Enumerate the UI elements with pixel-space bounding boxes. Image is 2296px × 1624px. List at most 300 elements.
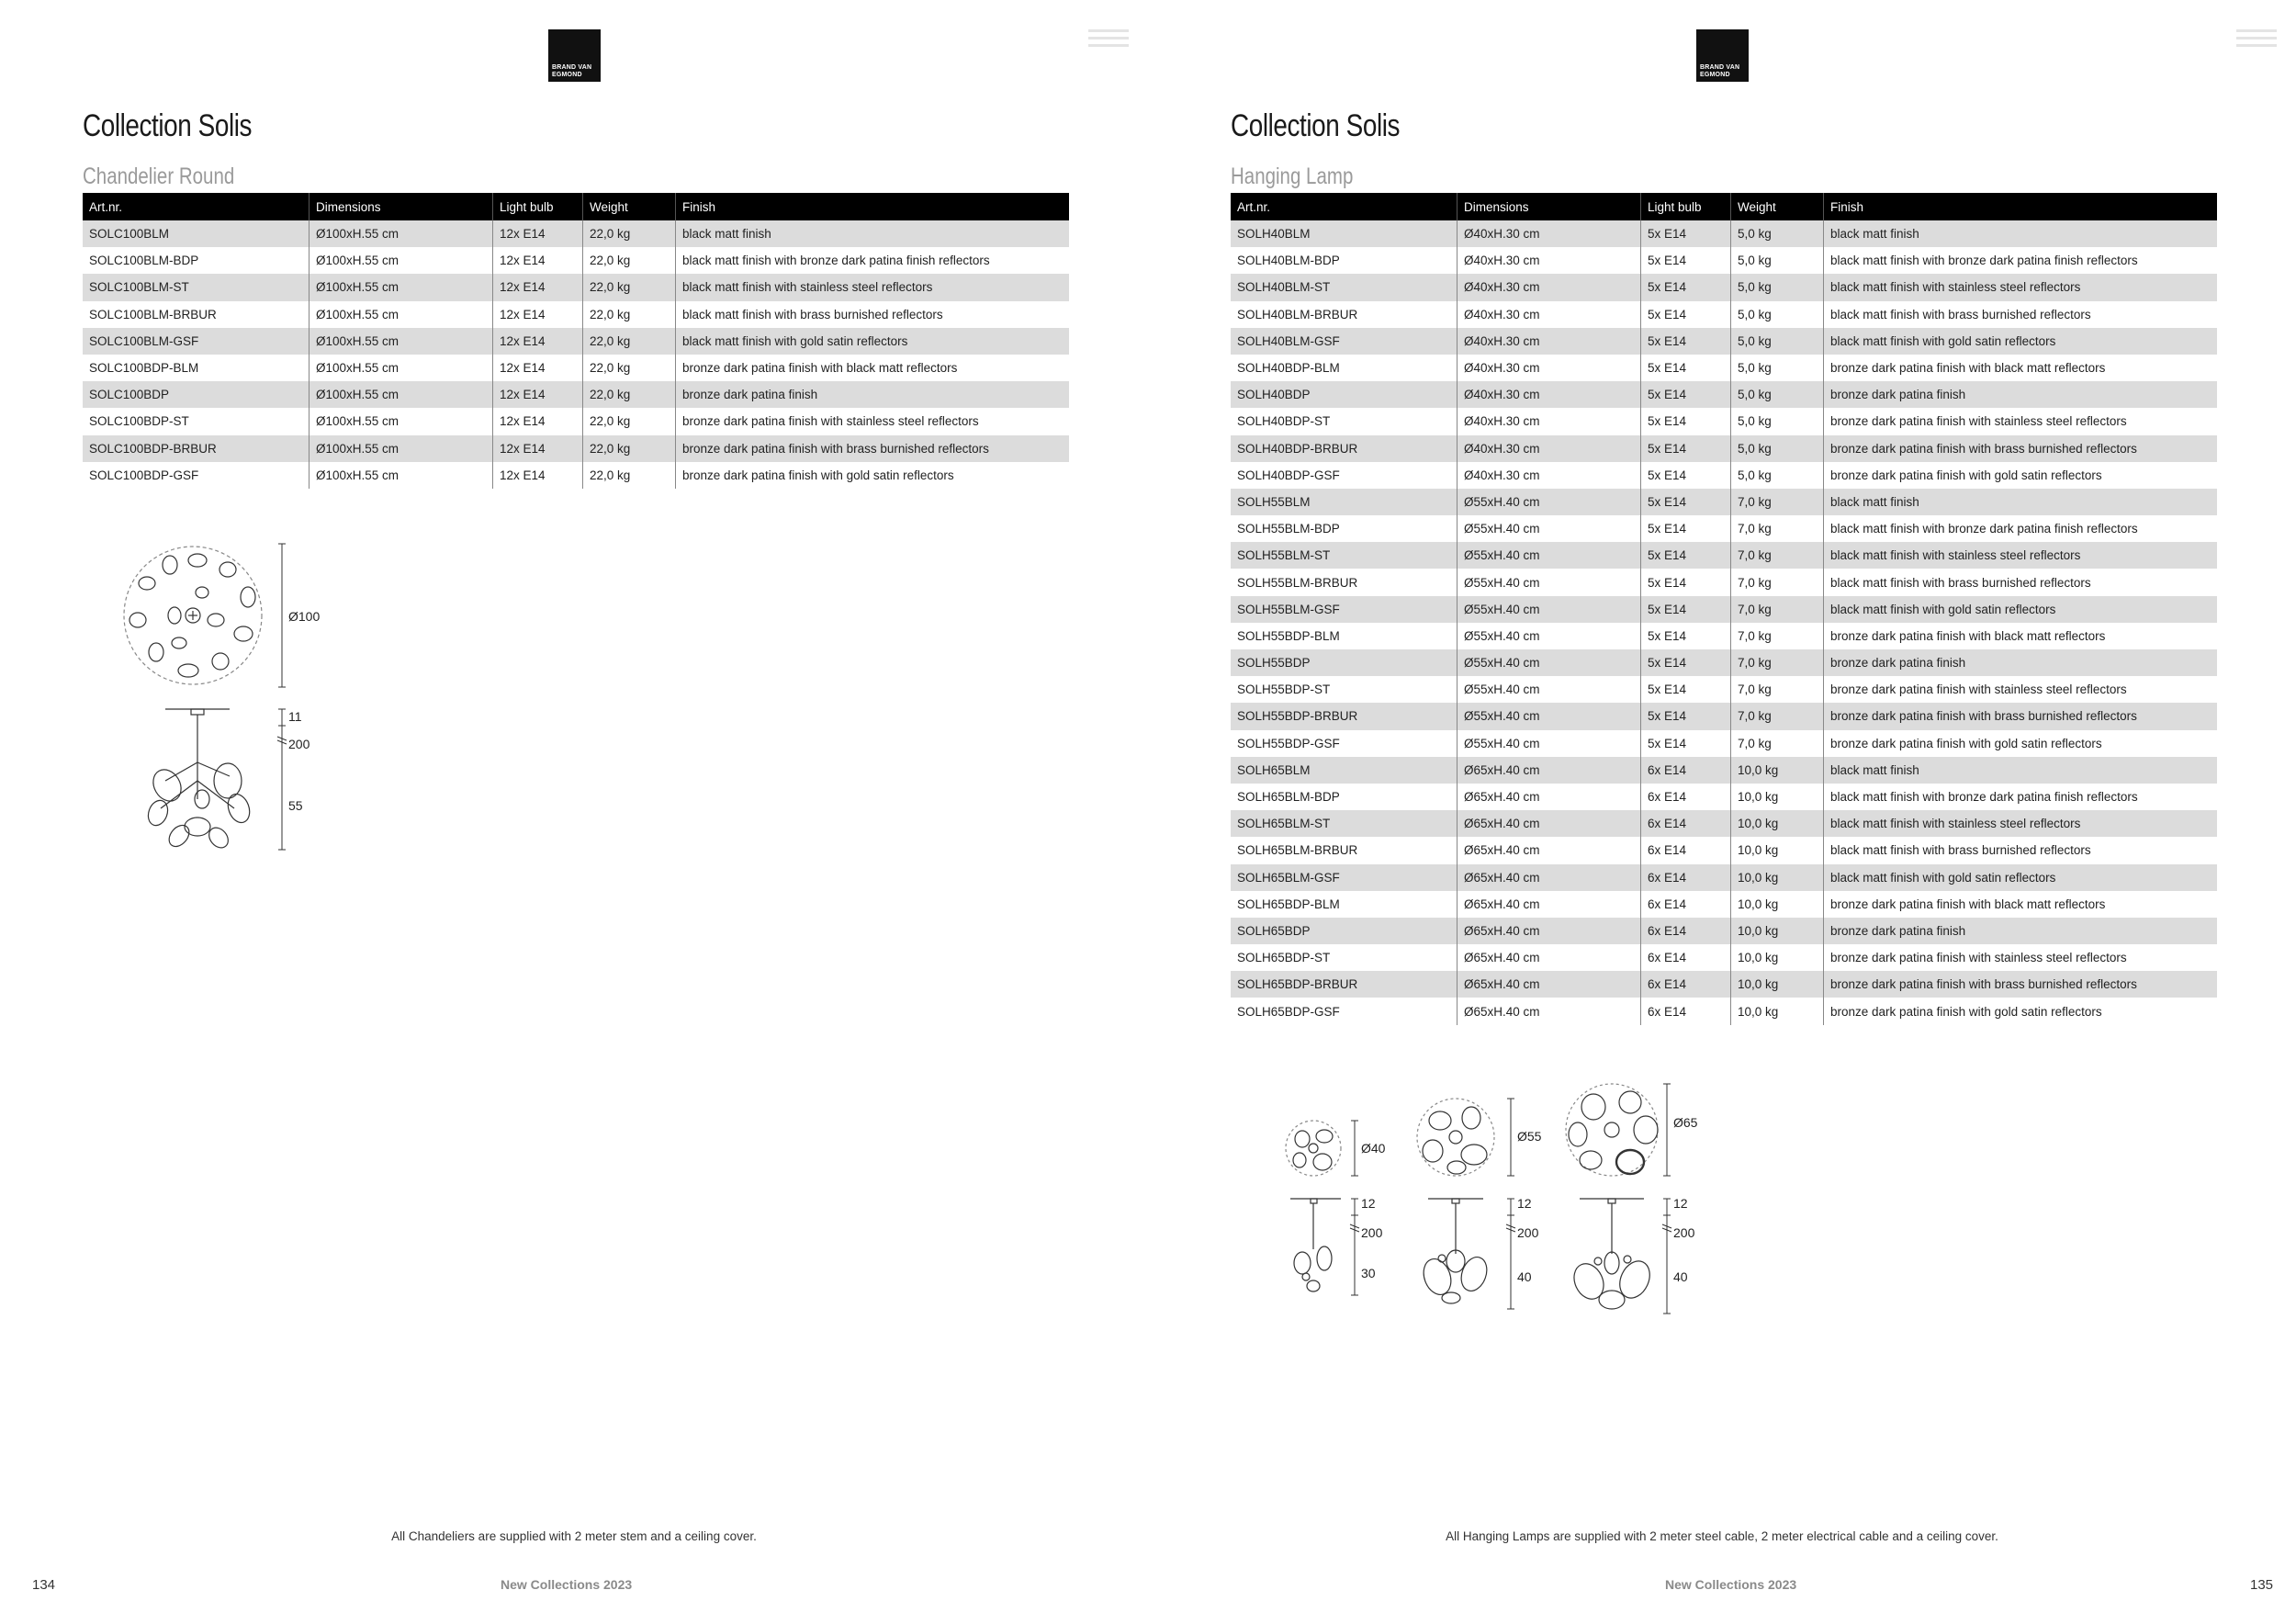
cell-light-bulb: 5x E14 [1641,649,1731,676]
label-cable-55: 200 [1517,1225,1539,1240]
cell-dimensions: Ø100xH.55 cm [310,462,493,489]
cell-weight: 5,0 kg [1731,462,1824,489]
table-row [83,301,1069,328]
table-row [83,274,1069,300]
label-stem: 200 [288,737,310,751]
cell-weight: 10,0 kg [1731,891,1824,918]
cell-weight: 7,0 kg [1731,569,1824,595]
cell-artnr: SOLH55BDP-GSF [1231,730,1458,757]
cell-artnr: SOLH55BLM-GSF [1231,596,1458,623]
cell-artnr: SOLH65BDP-ST [1231,944,1458,971]
label-h55: 40 [1517,1269,1532,1284]
cell-dimensions: Ø100xH.55 cm [310,408,493,434]
cell-finish: black matt finish with brass burnished reflectors [1824,569,2218,595]
cell-weight: 22,0 kg [583,247,676,274]
cell-weight: 5,0 kg [1731,301,1824,328]
cell-finish: bronze dark patina finish with black matt reflectors [1824,355,2218,381]
table-row [1231,944,2217,971]
cell-dimensions: Ø65xH.40 cm [1458,944,1641,971]
cell-finish: bronze dark patina finish with gold satin reflectors [1824,730,2218,757]
cell-light-bulb: 5x E14 [1641,489,1731,515]
cell-finish: bronze dark patina finish with brass burnished reflectors [1824,971,2218,998]
cell-weight: 7,0 kg [1731,730,1824,757]
cell-finish: black matt finish with gold satin reflectors [1824,328,2218,355]
cell-weight: 7,0 kg [1731,623,1824,649]
chandelier-technical-drawing [110,533,349,863]
cell-dimensions: Ø100xH.55 cm [310,328,493,355]
table-row [1231,596,2217,623]
table-row [83,462,1069,489]
cell-dimensions: Ø55xH.40 cm [1458,515,1641,542]
brand-logo [1696,29,1749,82]
cell-dimensions: Ø40xH.30 cm [1458,274,1641,300]
cell-dimensions: Ø40xH.30 cm [1458,408,1641,434]
cell-artnr: SOLH65BLM-BRBUR [1231,837,1458,863]
cell-dimensions: Ø55xH.40 cm [1458,623,1641,649]
cell-finish: black matt finish with bronze dark patina finish reflectors [676,247,1070,274]
col-header-finish: Finish [676,193,1070,220]
col-header-artnr: Art.nr. [1231,193,1458,220]
cell-light-bulb: 5x E14 [1641,220,1731,247]
cell-artnr: SOLC100BLM [83,220,310,247]
cell-finish: bronze dark patina finish with gold satin reflectors [1824,462,2218,489]
cell-artnr: SOLH40BDP-BRBUR [1231,435,1458,462]
cell-finish: black matt finish with bronze dark patina finish reflectors [1824,515,2218,542]
cell-weight: 5,0 kg [1731,274,1824,300]
label-top-55: 12 [1517,1196,1532,1211]
cell-artnr: SOLC100BLM-BRBUR [83,301,310,328]
cell-weight: 10,0 kg [1731,971,1824,998]
table-row [1231,274,2217,300]
label-d65: Ø65 [1673,1115,1698,1130]
cell-light-bulb: 6x E14 [1641,998,1731,1024]
cell-weight: 22,0 kg [583,381,676,408]
col-header-finish: Finish [1824,193,2218,220]
cell-dimensions: Ø65xH.40 cm [1458,971,1641,998]
cell-finish: bronze dark patina finish with gold satin reflectors [1824,998,2218,1024]
cell-finish: black matt finish with brass burnished reflectors [676,301,1070,328]
lamp65-top-view [1566,1084,1658,1176]
cell-dimensions: Ø40xH.30 cm [1458,328,1641,355]
brand-line1: BRAND VAN [552,64,592,71]
table-row [83,220,1069,247]
label-top-40: 12 [1361,1196,1376,1211]
table-row [1231,328,2217,355]
cell-dimensions: Ø40xH.30 cm [1458,462,1641,489]
collection-title: Collection Solis [1231,108,1401,143]
cell-light-bulb: 5x E14 [1641,301,1731,328]
cell-weight: 10,0 kg [1731,998,1824,1024]
cell-weight: 10,0 kg [1731,944,1824,971]
table-row [83,247,1069,274]
cell-artnr: SOLH40BLM-GSF [1231,328,1458,355]
cell-artnr: SOLH40BDP [1231,381,1458,408]
cell-artnr: SOLH65BDP [1231,918,1458,944]
col-header-artnr: Art.nr. [83,193,310,220]
cell-artnr: SOLC100BLM-GSF [83,328,310,355]
page-number: 134 [32,1577,56,1593]
cell-light-bulb: 5x E14 [1641,542,1731,569]
cell-dimensions: Ø65xH.40 cm [1458,891,1641,918]
cell-dimensions: Ø55xH.40 cm [1458,730,1641,757]
table-row [1231,220,2217,247]
cell-light-bulb: 5x E14 [1641,462,1731,489]
cell-finish: black matt finish [1824,757,2218,784]
cell-light-bulb: 12x E14 [493,462,583,489]
cell-finish: black matt finish with gold satin reflectors [1824,596,2218,623]
label-h65: 40 [1673,1269,1688,1284]
table-row [83,381,1069,408]
cell-light-bulb: 12x E14 [493,408,583,434]
cell-weight: 5,0 kg [1731,435,1824,462]
cell-weight: 22,0 kg [583,274,676,300]
cell-finish: bronze dark patina finish with black matt reflectors [1824,891,2218,918]
cell-light-bulb: 5x E14 [1641,328,1731,355]
table-row [1231,569,2217,595]
cell-finish: black matt finish with stainless steel reflectors [1824,274,2218,300]
cell-artnr: SOLH40BDP-ST [1231,408,1458,434]
cell-dimensions: Ø65xH.40 cm [1458,810,1641,837]
cell-weight: 22,0 kg [583,328,676,355]
cell-light-bulb: 6x E14 [1641,837,1731,863]
table-row [1231,301,2217,328]
brand-line2: EGMOND [552,72,582,78]
cell-artnr: SOLH40BLM-BRBUR [1231,301,1458,328]
chandelier-side-view [145,709,253,851]
footnote: All Hanging Lamps are supplied with 2 meter steel cable, 2 meter electrical cable and a ceiling cover. [1446,1529,1998,1543]
cell-dimensions: Ø55xH.40 cm [1458,596,1641,623]
cell-weight: 10,0 kg [1731,784,1824,810]
page-right [1148,0,2296,1624]
cell-weight: 7,0 kg [1731,676,1824,703]
cell-artnr: SOLH65BDP-BRBUR [1231,971,1458,998]
table-row [1231,462,2217,489]
cell-light-bulb: 5x E14 [1641,730,1731,757]
cell-artnr: SOLH40BDP-BLM [1231,355,1458,381]
cell-light-bulb: 12x E14 [493,328,583,355]
product-subtitle: Hanging Lamp [1231,164,1354,189]
table-row [1231,408,2217,434]
table-row [1231,891,2217,918]
cell-weight: 5,0 kg [1731,408,1824,434]
cell-finish: black matt finish with stainless steel reflectors [676,274,1070,300]
cell-dimensions: Ø100xH.55 cm [310,247,493,274]
cell-light-bulb: 6x E14 [1641,864,1731,891]
cell-weight: 10,0 kg [1731,810,1824,837]
table-row [1231,837,2217,863]
collection-title: Collection Solis [83,108,253,143]
cell-light-bulb: 5x E14 [1641,569,1731,595]
table-row [1231,971,2217,998]
cell-finish: black matt finish [1824,489,2218,515]
cell-weight: 5,0 kg [1731,381,1824,408]
table-row [1231,247,2217,274]
cell-finish: bronze dark patina finish with stainless steel reflectors [1824,676,2218,703]
page-number: 135 [2250,1577,2274,1593]
cell-finish: black matt finish with stainless steel reflectors [1824,542,2218,569]
cell-finish: bronze dark patina finish [1824,649,2218,676]
table-row [1231,515,2217,542]
cell-artnr: SOLH55BDP-ST [1231,676,1458,703]
cell-artnr: SOLH65BLM-BDP [1231,784,1458,810]
hanging-lamps-technical-drawing [1267,1079,1782,1323]
cell-light-bulb: 6x E14 [1641,784,1731,810]
table-row [1231,381,2217,408]
cell-finish: black matt finish with gold satin reflectors [1824,864,2218,891]
lamp65-side-view [1569,1199,1656,1309]
cell-dimensions: Ø55xH.40 cm [1458,703,1641,729]
cell-weight: 22,0 kg [583,220,676,247]
label-h40: 30 [1361,1266,1376,1280]
cell-dimensions: Ø40xH.30 cm [1458,220,1641,247]
table-row [1231,864,2217,891]
lamp40-top-view [1286,1121,1341,1176]
table-row [1231,542,2217,569]
cell-finish: black matt finish with bronze dark patina finish reflectors [1824,784,2218,810]
cell-dimensions: Ø40xH.30 cm [1458,301,1641,328]
cell-weight: 7,0 kg [1731,596,1824,623]
cell-weight: 7,0 kg [1731,515,1824,542]
cell-light-bulb: 12x E14 [493,435,583,462]
cell-weight: 10,0 kg [1731,837,1824,863]
cell-weight: 22,0 kg [583,355,676,381]
footer-label: New Collections 2023 [1665,1577,1797,1592]
cell-weight: 5,0 kg [1731,220,1824,247]
cell-light-bulb: 5x E14 [1641,408,1731,434]
cell-dimensions: Ø100xH.55 cm [310,274,493,300]
cell-light-bulb: 12x E14 [493,220,583,247]
cell-artnr: SOLH55BLM [1231,489,1458,515]
cell-artnr: SOLH65BLM-GSF [1231,864,1458,891]
label-height: 55 [288,798,303,813]
cell-artnr: SOLH40BDP-GSF [1231,462,1458,489]
cell-weight: 22,0 kg [583,301,676,328]
cell-dimensions: Ø40xH.30 cm [1458,435,1641,462]
cell-artnr: SOLC100BDP-GSF [83,462,310,489]
cell-light-bulb: 6x E14 [1641,757,1731,784]
col-header-light-bulb: Light bulb [493,193,583,220]
cell-light-bulb: 5x E14 [1641,676,1731,703]
table-header-row [1231,193,2217,220]
cell-light-bulb: 5x E14 [1641,515,1731,542]
table-row [83,328,1069,355]
cell-dimensions: Ø55xH.40 cm [1458,649,1641,676]
cell-dimensions: Ø40xH.30 cm [1458,381,1641,408]
cell-artnr: SOLC100BDP-ST [83,408,310,434]
cell-finish: bronze dark patina finish [1824,918,2218,944]
lamp55-top-view [1417,1099,1494,1176]
cell-light-bulb: 5x E14 [1641,274,1731,300]
col-header-weight: Weight [1731,193,1824,220]
cell-light-bulb: 6x E14 [1641,918,1731,944]
cell-finish: bronze dark patina finish with stainless steel reflectors [1824,944,2218,971]
footer-label: New Collections 2023 [501,1577,633,1592]
cell-dimensions: Ø100xH.55 cm [310,381,493,408]
table-row [1231,649,2217,676]
cell-finish: bronze dark patina finish with brass burnished reflectors [1824,435,2218,462]
label-cable-40: 200 [1361,1225,1383,1240]
cell-finish: bronze dark patina finish with brass burnished reflectors [1824,703,2218,729]
cell-dimensions: Ø100xH.55 cm [310,355,493,381]
cell-dimensions: Ø65xH.40 cm [1458,784,1641,810]
cell-light-bulb: 5x E14 [1641,381,1731,408]
cell-artnr: SOLH55BDP-BRBUR [1231,703,1458,729]
cell-light-bulb: 6x E14 [1641,891,1731,918]
table-row [1231,703,2217,729]
cell-artnr: SOLH55BDP [1231,649,1458,676]
chandelier-top-view [124,547,262,684]
cell-finish: bronze dark patina finish with brass burnished reflectors [676,435,1070,462]
label-d55: Ø55 [1517,1129,1542,1144]
cell-artnr: SOLH65BLM-ST [1231,810,1458,837]
cell-weight: 7,0 kg [1731,489,1824,515]
cell-dimensions: Ø65xH.40 cm [1458,918,1641,944]
table-row [1231,918,2217,944]
cell-weight: 10,0 kg [1731,864,1824,891]
table-row [1231,810,2217,837]
cell-finish: black matt finish with brass burnished reflectors [1824,837,2218,863]
cell-finish: bronze dark patina finish with black matt reflectors [1824,623,2218,649]
table-header-row [83,193,1069,220]
col-header-dimensions: Dimensions [1458,193,1641,220]
cell-light-bulb: 5x E14 [1641,703,1731,729]
cell-light-bulb: 5x E14 [1641,247,1731,274]
cell-finish: black matt finish [676,220,1070,247]
cell-finish: bronze dark patina finish [1824,381,2218,408]
cell-weight: 10,0 kg [1731,757,1824,784]
cell-weight: 5,0 kg [1731,355,1824,381]
cell-finish: black matt finish with gold satin reflectors [676,328,1070,355]
cell-dimensions: Ø65xH.40 cm [1458,998,1641,1024]
label-top-65: 12 [1673,1196,1688,1211]
col-header-dimensions: Dimensions [310,193,493,220]
table-row [1231,435,2217,462]
label-cable-65: 200 [1673,1225,1695,1240]
cell-dimensions: Ø100xH.55 cm [310,220,493,247]
cell-light-bulb: 12x E14 [493,355,583,381]
cell-artnr: SOLC100BDP-BLM [83,355,310,381]
cell-finish: black matt finish [1824,220,2218,247]
cell-finish: black matt finish with bronze dark patina finish reflectors [1824,247,2218,274]
brand-logo [548,29,601,82]
cell-finish: black matt finish with brass burnished reflectors [1824,301,2218,328]
col-header-weight: Weight [583,193,676,220]
cell-weight: 7,0 kg [1731,649,1824,676]
table-row [1231,489,2217,515]
tab-marker-icon [1088,29,1129,55]
cell-artnr: SOLH55BDP-BLM [1231,623,1458,649]
cell-dimensions: Ø55xH.40 cm [1458,676,1641,703]
table-row [83,408,1069,434]
cell-finish: bronze dark patina finish with gold satin reflectors [676,462,1070,489]
cell-artnr: SOLH65BDP-GSF [1231,998,1458,1024]
cell-dimensions: Ø40xH.30 cm [1458,247,1641,274]
lamp40-side-view [1290,1199,1341,1291]
table-row [1231,623,2217,649]
cell-dimensions: Ø55xH.40 cm [1458,489,1641,515]
cell-dimensions: Ø65xH.40 cm [1458,837,1641,863]
cell-dimensions: Ø100xH.55 cm [310,301,493,328]
label-top: 11 [288,709,302,724]
table-row [1231,676,2217,703]
cell-artnr: SOLH65BDP-BLM [1231,891,1458,918]
cell-finish: bronze dark patina finish with stainless steel reflectors [676,408,1070,434]
table-row [1231,998,2217,1024]
cell-weight: 7,0 kg [1731,542,1824,569]
lamp55-side-view [1419,1199,1491,1303]
cell-light-bulb: 12x E14 [493,381,583,408]
cell-artnr: SOLH65BLM [1231,757,1458,784]
brand-line2: EGMOND [1700,72,1730,78]
table-row [83,435,1069,462]
table-row [1231,757,2217,784]
table-row [83,355,1069,381]
cell-light-bulb: 6x E14 [1641,810,1731,837]
spec-table [83,193,1069,489]
cell-finish: bronze dark patina finish with black matt reflectors [676,355,1070,381]
product-subtitle: Chandelier Round [83,164,235,189]
spec-table [1231,193,2217,1025]
cell-dimensions: Ø65xH.40 cm [1458,757,1641,784]
table-row [1231,730,2217,757]
cell-weight: 10,0 kg [1731,918,1824,944]
cell-artnr: SOLH40BLM-BDP [1231,247,1458,274]
cell-weight: 22,0 kg [583,435,676,462]
col-header-light-bulb: Light bulb [1641,193,1731,220]
brand-line1: BRAND VAN [1700,64,1740,71]
label-d40: Ø40 [1361,1141,1386,1156]
cell-light-bulb: 6x E14 [1641,971,1731,998]
dimension-lines-height [277,709,287,850]
cell-light-bulb: 5x E14 [1641,623,1731,649]
footnote: All Chandeliers are supplied with 2 meter stem and a ceiling cover. [391,1529,757,1543]
cell-light-bulb: 6x E14 [1641,944,1731,971]
table-row [1231,355,2217,381]
cell-light-bulb: 12x E14 [493,301,583,328]
cell-artnr: SOLH55BLM-BDP [1231,515,1458,542]
table-row [1231,784,2217,810]
cell-light-bulb: 5x E14 [1641,435,1731,462]
tab-marker-icon [2236,29,2277,55]
cell-finish: bronze dark patina finish with stainless steel reflectors [1824,408,2218,434]
cell-dimensions: Ø40xH.30 cm [1458,355,1641,381]
cell-dimensions: Ø65xH.40 cm [1458,864,1641,891]
label-diameter: Ø100 [288,609,321,624]
cell-finish: bronze dark patina finish [676,381,1070,408]
cell-light-bulb: 12x E14 [493,274,583,300]
cell-weight: 7,0 kg [1731,703,1824,729]
cell-artnr: SOLC100BLM-BDP [83,247,310,274]
cell-artnr: SOLH40BLM-ST [1231,274,1458,300]
cell-dimensions: Ø55xH.40 cm [1458,569,1641,595]
cell-weight: 5,0 kg [1731,328,1824,355]
cell-finish: black matt finish with stainless steel reflectors [1824,810,2218,837]
cell-light-bulb: 5x E14 [1641,596,1731,623]
cell-artnr: SOLH40BLM [1231,220,1458,247]
cell-artnr: SOLH55BLM-BRBUR [1231,569,1458,595]
cell-light-bulb: 5x E14 [1641,355,1731,381]
cell-artnr: SOLC100BDP [83,381,310,408]
cell-light-bulb: 12x E14 [493,247,583,274]
cell-artnr: SOLC100BLM-ST [83,274,310,300]
dimension-line-diameter [278,544,286,687]
cell-artnr: SOLH55BLM-ST [1231,542,1458,569]
cell-weight: 22,0 kg [583,408,676,434]
cell-weight: 5,0 kg [1731,247,1824,274]
cell-dimensions: Ø55xH.40 cm [1458,542,1641,569]
cell-dimensions: Ø100xH.55 cm [310,435,493,462]
cell-artnr: SOLC100BDP-BRBUR [83,435,310,462]
